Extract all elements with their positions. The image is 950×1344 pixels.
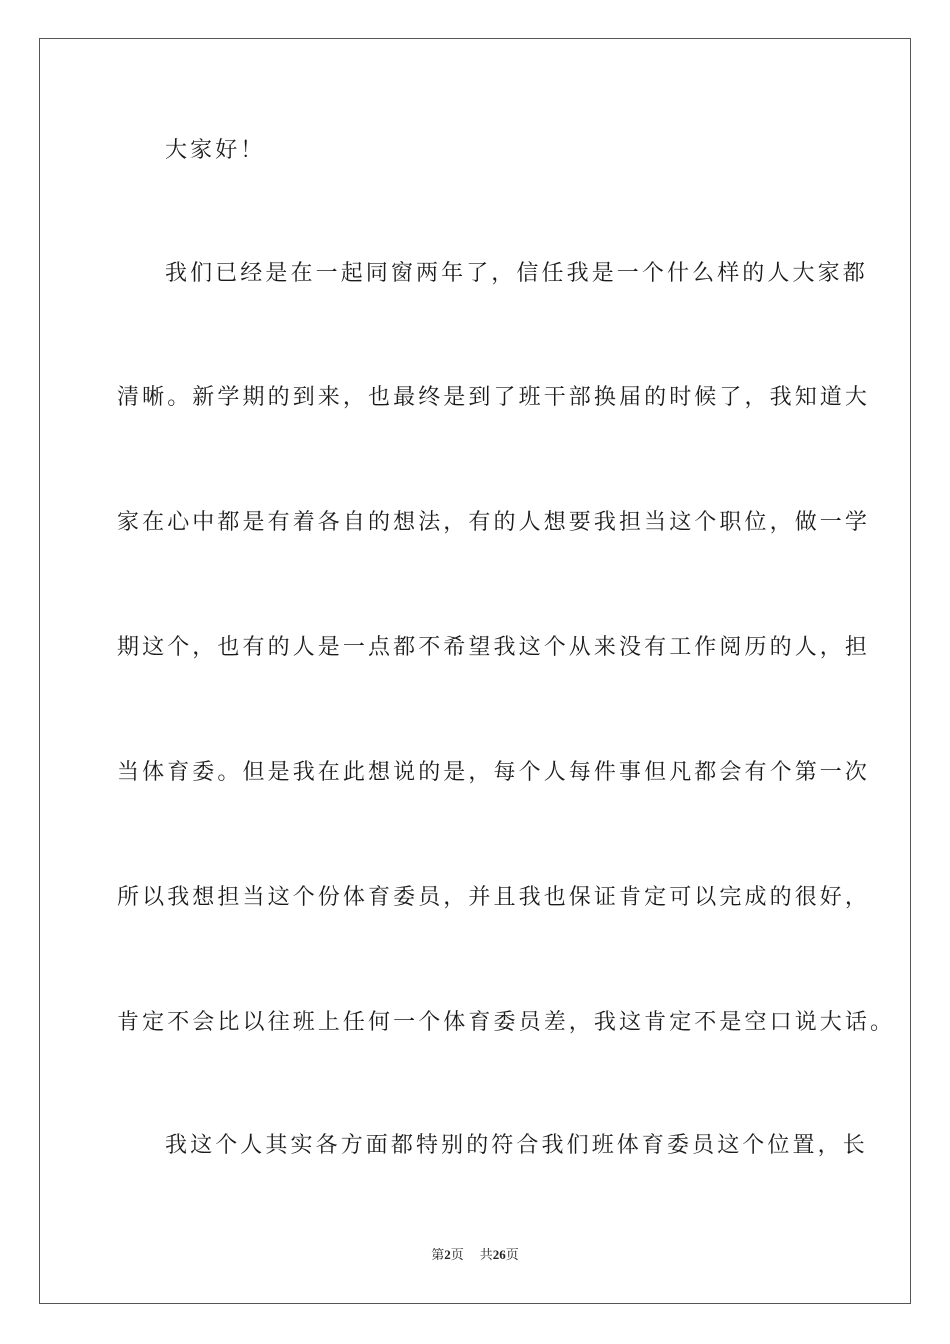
page-border <box>39 38 911 1304</box>
footer-total-pages: 26 <box>492 1247 506 1262</box>
footer-page-prefix: 第 <box>431 1248 445 1263</box>
paragraph-line: 当体育委。但是我在此想说的是，每个人每件事但凡都会有个第一次 <box>117 760 871 785</box>
page-footer <box>0 1246 950 1265</box>
paragraph-line: 家在心中都是有着各自的想法，有的人想要我担当这个职位，做一学 <box>117 510 871 535</box>
paragraph-line: 我这个人其实各方面都特别的符合我们班体育委员这个位置，长 <box>165 1133 868 1158</box>
footer-page-number: 2 <box>444 1247 451 1262</box>
greeting-line: 大家好！ <box>165 138 266 163</box>
footer-page-suffix: 页 <box>450 1248 464 1263</box>
paragraph-line: 我们已经是在一起同窗两年了，信任我是一个什么样的人大家都 <box>165 261 868 286</box>
paragraph-line: 所以我想担当这个份体育委员，并且我也保证肯定可以完成的很好， <box>117 885 871 910</box>
paragraph-line: 期这个，也有的人是一点都不希望我这个从来没有工作阅历的人，担 <box>117 635 871 660</box>
paragraph-line: 清晰。新学期的到来，也最终是到了班干部换届的时候了，我知道大 <box>117 385 871 410</box>
footer-total-prefix: 共 <box>479 1248 493 1263</box>
paragraph-line: 肯定不会比以往班上任何一个体育委员差，我这肯定不是空口说大话。 <box>117 1010 896 1035</box>
footer-total-suffix: 页 <box>505 1248 519 1263</box>
